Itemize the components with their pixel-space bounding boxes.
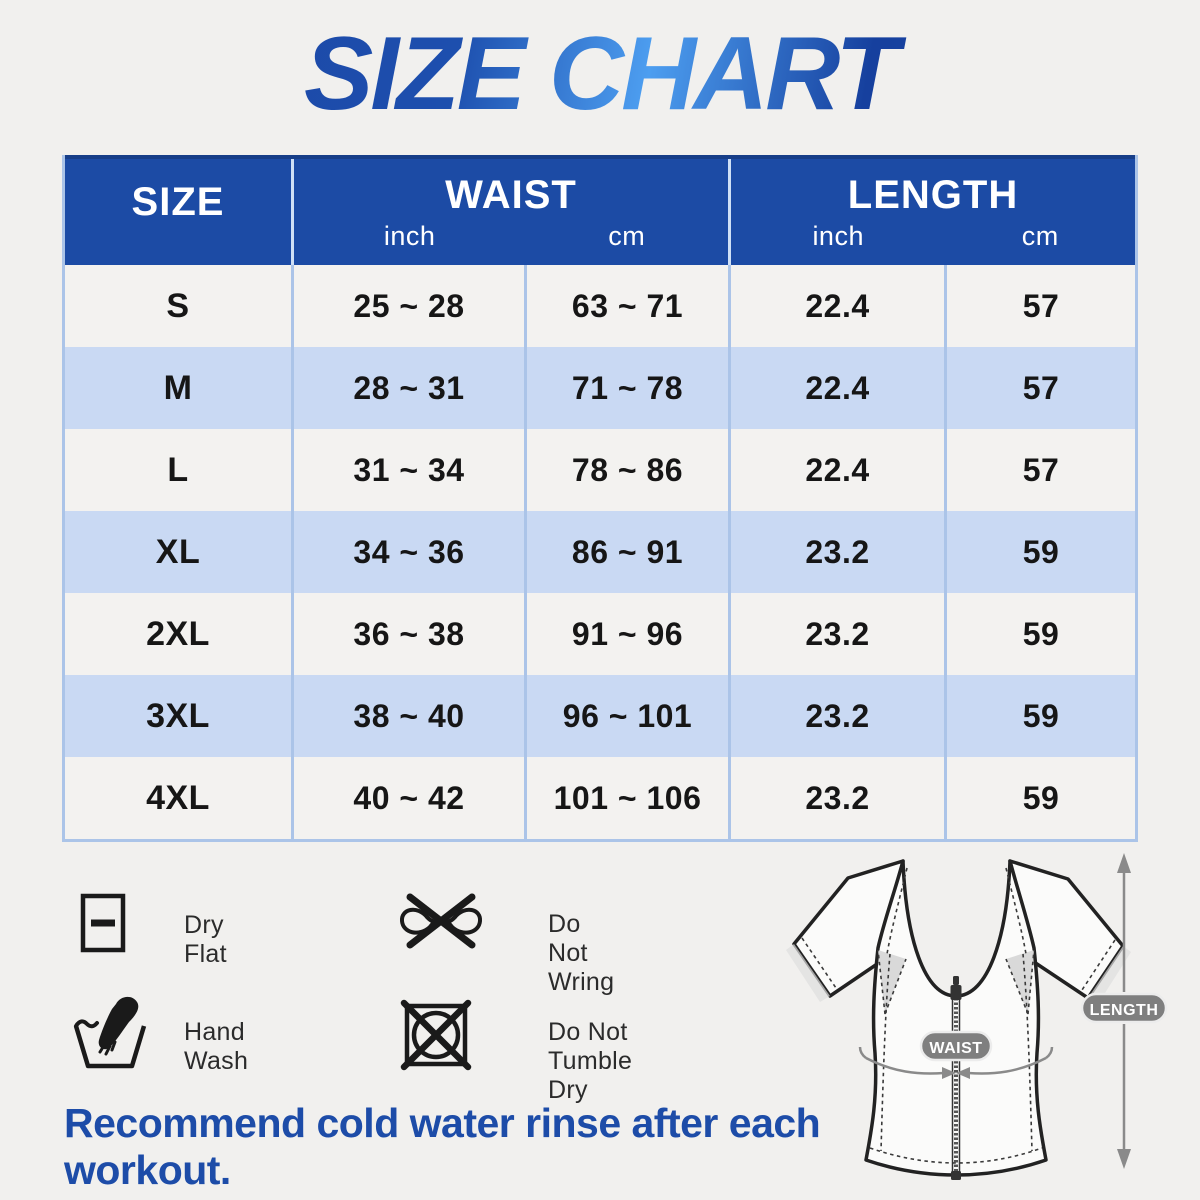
size-table-row-M [65, 347, 1135, 429]
size-table-row-S [65, 265, 1135, 347]
cell-size: 2XL [146, 614, 210, 653]
cell-waist-cm: 96 ~ 101 [524, 675, 728, 757]
waist-header-label: WAIST [445, 172, 577, 217]
cell-length-inch: 22.4 [728, 265, 944, 347]
cell-waist-cm: 71 ~ 78 [524, 347, 728, 429]
care-item-hand-wash [72, 992, 249, 1075]
cell-length-inch: 23.2 [728, 511, 944, 593]
size-header-label: SIZE [131, 179, 225, 224]
cell-waist-inch: 34 ~ 36 [291, 511, 524, 593]
length-badge [1082, 994, 1166, 1022]
column-header-length [728, 159, 1135, 265]
cell-size: L [167, 450, 189, 489]
cell-length-cm: 59 [944, 757, 1135, 839]
column-header-waist [291, 159, 728, 265]
do-not-tumble-dry-icon [400, 998, 472, 1072]
cell-size: 3XL [146, 696, 210, 735]
cell-length-inch: 22.4 [728, 429, 944, 511]
care-label: Do Not Tumble Dry [548, 1018, 633, 1104]
cell-waist-inch: 28 ~ 31 [291, 347, 524, 429]
size-table-row-3XL [65, 675, 1135, 757]
size-table-row-L [65, 429, 1135, 511]
cell-size: XL [155, 532, 201, 571]
cell-length-inch: 22.4 [728, 347, 944, 429]
cell-waist-inch: 36 ~ 38 [291, 593, 524, 675]
cell-size: S [166, 286, 190, 325]
waist-badge [921, 1032, 991, 1060]
waist-units [294, 221, 728, 252]
size-table-row-XL [65, 511, 1135, 593]
care-label: Do Not Wring [548, 910, 615, 996]
cell-waist-cm: 86 ~ 91 [524, 511, 728, 593]
cell-waist-cm: 91 ~ 96 [524, 593, 728, 675]
size-table-body [65, 265, 1135, 839]
garment-diagram [778, 846, 1198, 1200]
cell-length-inch: 23.2 [728, 757, 944, 839]
cell-size: M [163, 368, 193, 407]
cell-length-cm: 57 [944, 429, 1135, 511]
size-table [62, 155, 1138, 842]
cell-length-cm: 57 [944, 347, 1135, 429]
hand-wash-icon [72, 992, 148, 1074]
length-badge-label: LENGTH [1089, 1002, 1159, 1019]
cell-length-cm: 57 [944, 265, 1135, 347]
cell-waist-cm: 63 ~ 71 [524, 265, 728, 347]
care-item-do-not-wring [396, 888, 615, 996]
size-table-row-2XL [65, 593, 1135, 675]
cell-length-cm: 59 [944, 511, 1135, 593]
length-header-label: LENGTH [847, 172, 1019, 217]
footer-note: Recommend cold water rinse after each workout. [64, 1100, 821, 1193]
care-label: Dry Flat [184, 911, 227, 968]
do-not-wring-icon [396, 888, 486, 954]
care-item-dry-flat [80, 893, 227, 968]
column-header-size [65, 159, 291, 265]
dry-flat-icon [80, 893, 126, 953]
cell-length-inch: 23.2 [728, 675, 944, 757]
cell-waist-cm: 101 ~ 106 [524, 757, 728, 839]
length-inch-unit-label: inch [812, 220, 864, 251]
cell-waist-inch: 25 ~ 28 [291, 265, 524, 347]
size-table-row-4XL [65, 757, 1135, 839]
care-label: Hand Wash [184, 1018, 249, 1075]
cell-waist-inch: 40 ~ 42 [291, 757, 524, 839]
length-cm-unit-label: cm [1021, 220, 1059, 251]
cell-length-inch: 23.2 [728, 593, 944, 675]
cell-waist-cm: 78 ~ 86 [524, 429, 728, 511]
cell-length-cm: 59 [944, 593, 1135, 675]
cell-waist-inch: 31 ~ 34 [291, 429, 524, 511]
waist-badge-label: WAIST [929, 1040, 983, 1057]
length-units [731, 221, 1135, 252]
waist-cm-unit-label: cm [608, 220, 646, 251]
care-item-do-not-tumble-dry [400, 998, 633, 1104]
page-title: SIZE CHART [0, 14, 1200, 134]
cell-size: 4XL [146, 778, 210, 817]
cell-length-cm: 59 [944, 675, 1135, 757]
cell-waist-inch: 38 ~ 40 [291, 675, 524, 757]
waist-inch-unit-label: inch [383, 220, 436, 251]
size-table-header [65, 155, 1135, 265]
